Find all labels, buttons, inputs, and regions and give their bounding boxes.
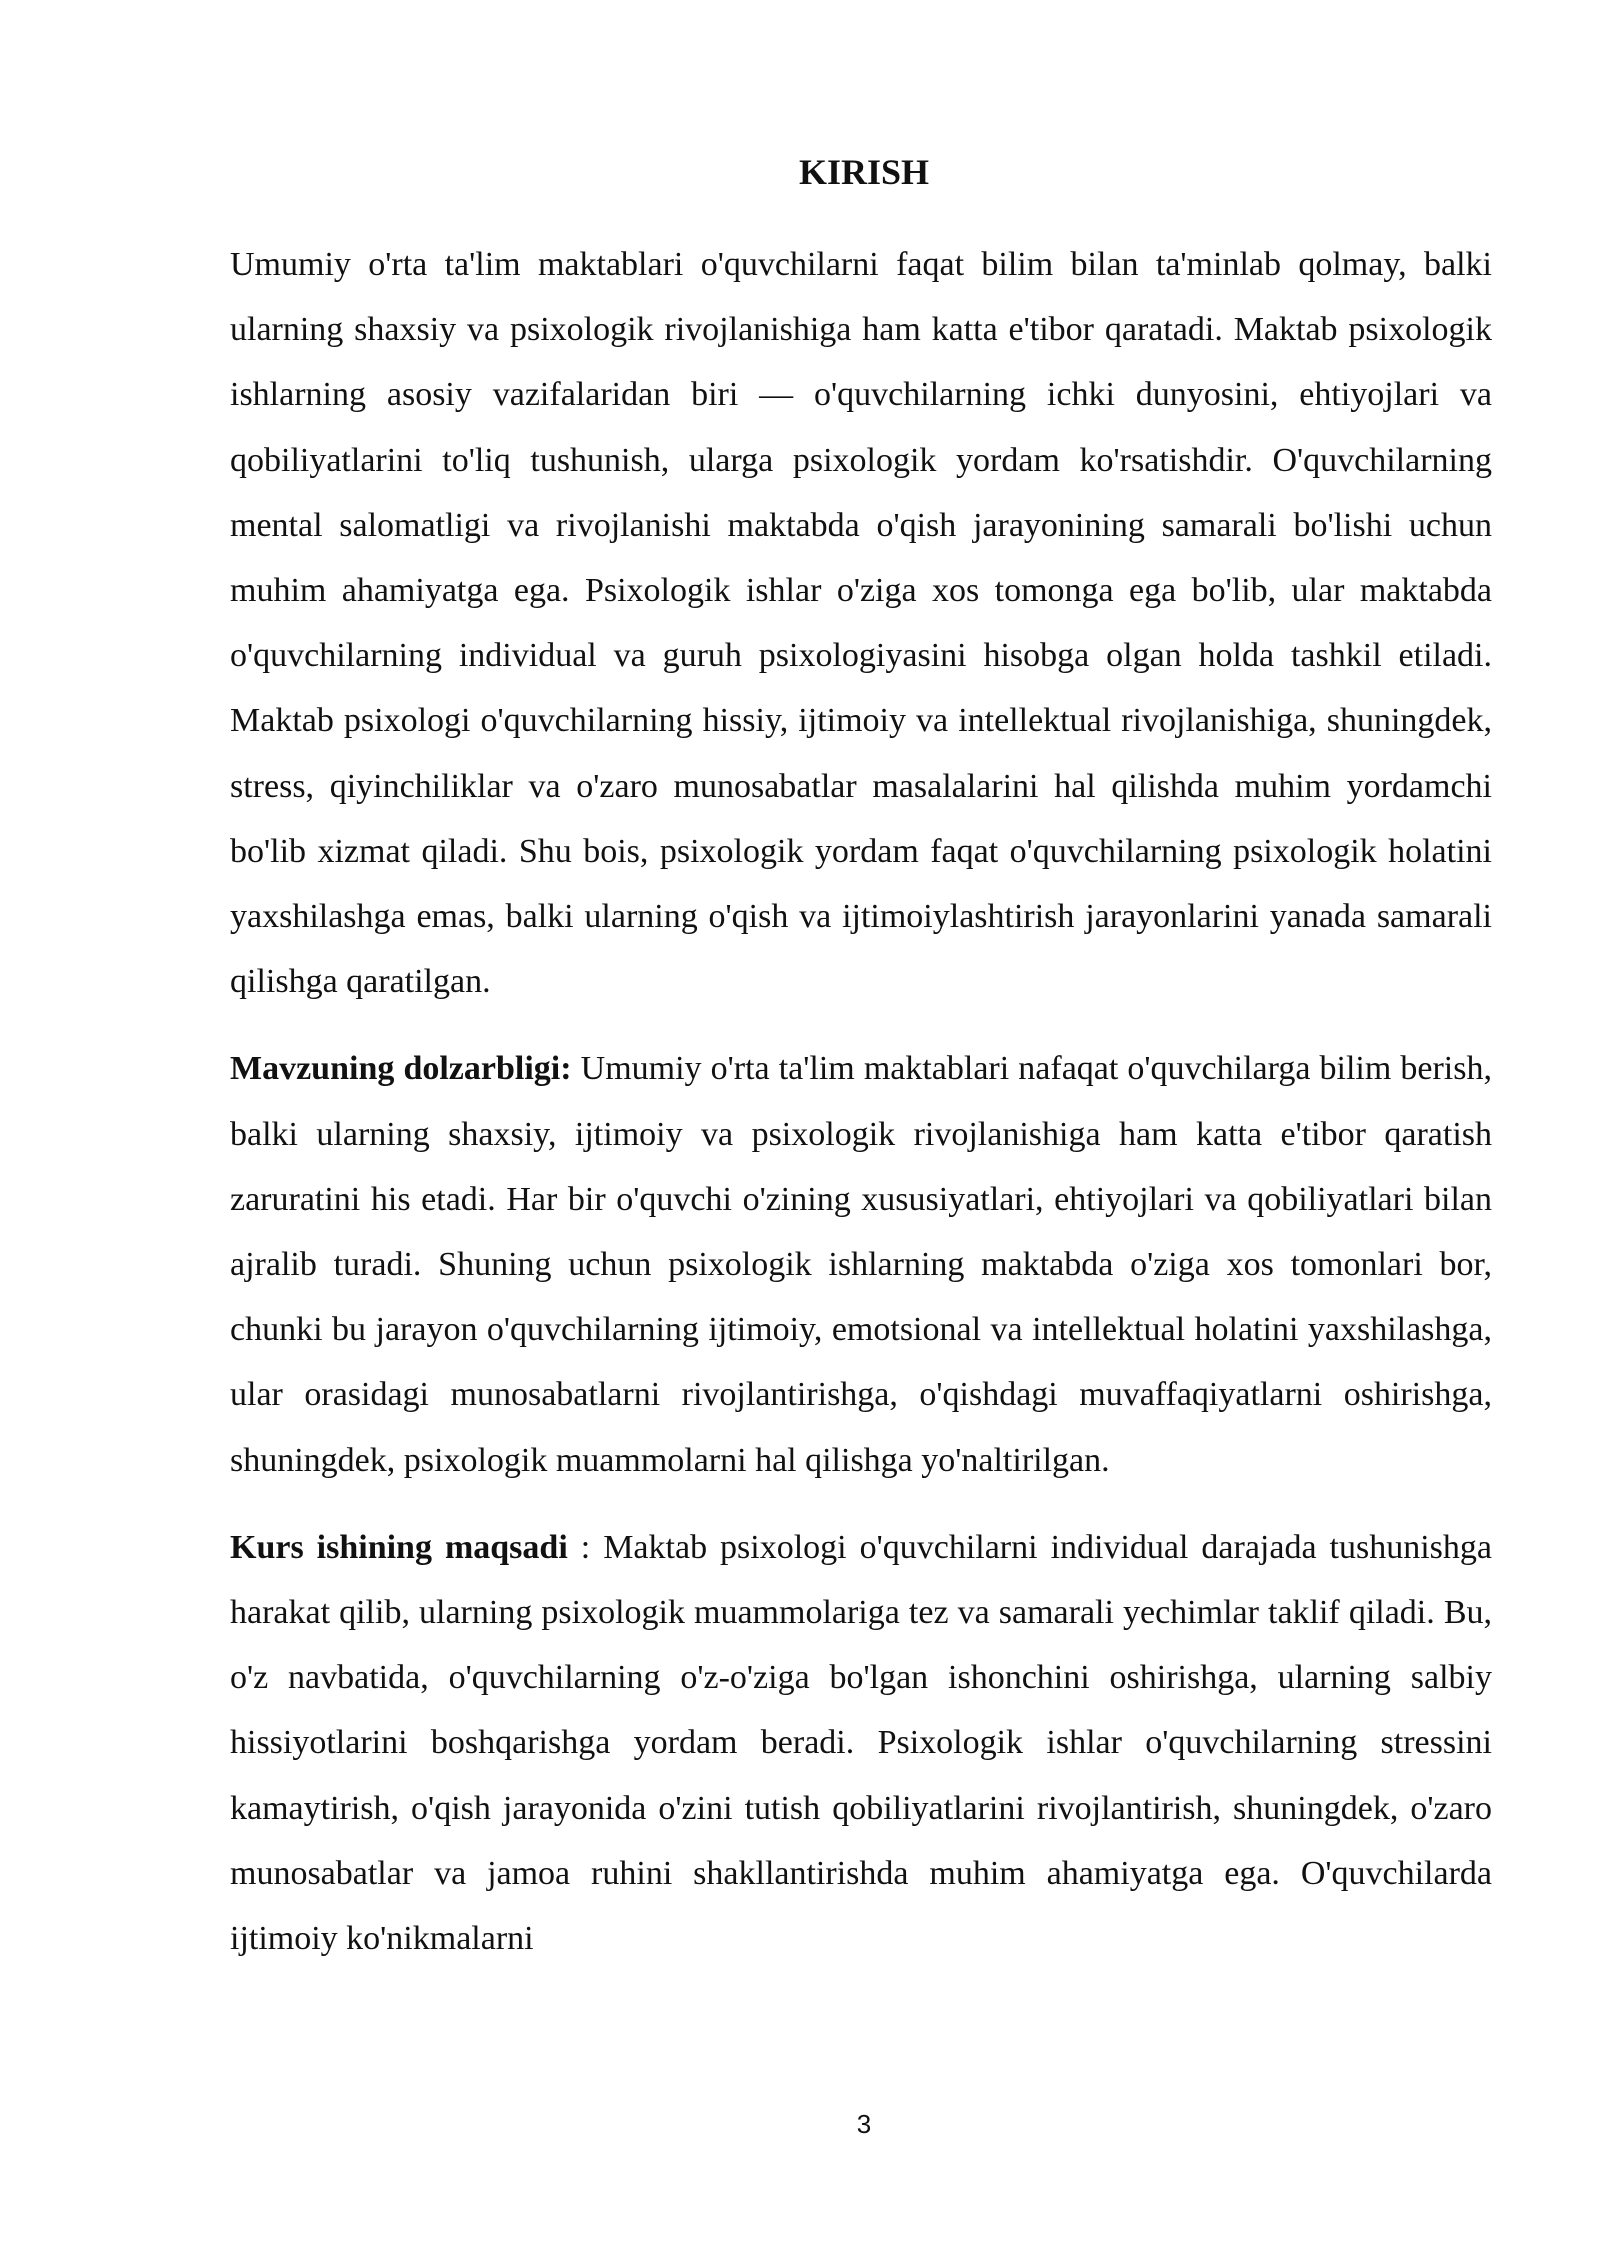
paragraph-lead-relevance: Mavzuning dolzarbligi: bbox=[230, 1050, 572, 1088]
paragraph-goal bbox=[230, 1515, 1492, 1971]
page-number: 3 bbox=[856, 2109, 872, 2139]
paragraph-relevance bbox=[230, 1036, 1492, 1492]
paragraph-text: Umumiy o'rta ta'lim maktablari o'quvchilarni faqat bilim bilan ta'minlab qolmay, balki ularning shaxsiy va psixologik rivojlanishiga ham katta e'tibor qaratadi. Maktab psixologik ishlarning asosiy vazifalaridan biri — o'quvchilarning ichki dunyosini, ehtiyojlari va qobiliyatlarini to'liq tushunish, ularga psixologik yordam ko'rsatishdir. O'quvchilarning mental salomatligi va rivojlanishi maktabda o'qish jarayonining samarali bo'lishi uchun muhim ahamiyatga ega. Psixologik ishlar o'ziga xos tomonga ega bo'lib, ular maktabda o'quvchilarning individual va guruh psixologiyasini hisobga olgan holda tashkil etiladi. Maktab psixologi o'quvchilarning hissiy, ijtimoiy va intellektual rivojlanishiga, shuningdek, stress, qiyinchiliklar va o'zaro munosabatlar masalalarini hal qilishda muhim yordamchi bo'lib xizmat qiladi. Shu bois, psixologik yordam faqat o'quvchilarning psixologik holatini yaxshilashga emas, balki ularning o'qish va ijtimoiylashtirish jarayonlarini yanada samarali qilishga qaratilgan. bbox=[230, 246, 1492, 1001]
paragraph-lead-goal: Kurs ishining maqsadi bbox=[230, 1528, 568, 1566]
paragraph-text: : Maktab psixologi o'quvchilarni individual darajada tushunishga harakat qilib, ularning psixologik muammolariga tez va samarali yechimlar taklif qiladi. Bu, o'z navbatida, o'quvchilarning o'z-o'ziga bo'lgan ishonchini oshirishga, ularning salbiy hissiyotlarini boshqarishga yordam beradi. Psixologik ishlar o'quvchilarning stressini kamaytirish, o'qish jarayonida o'zini tutish qobiliyatlarini rivojlantirish, shuningdek, o'zaro munosabatlar va jamoa ruhini shakllantirishda muhim ahamiyatga ega. O'quvchilarda ijtimoiy ko'nikmalarni bbox=[230, 1528, 1492, 1958]
paragraph-text: Umumiy o'rta ta'lim maktablari nafaqat o'quvchilarga bilim berish, balki ularning shaxsiy, ijtimoiy va psixologik rivojlanishiga ham katta e'tibor qaratish zaruratini his etadi. Har bir o'quvchi o'zining xususiyatlari, ehtiyojlari va qobiliyatlari bilan ajralib turadi. Shuning uchun psixologik ishlarning maktabda o'ziga xos tomonlari bor, chunki bu jarayon o'quvchilarning ijtimoiy, emotsional va intellektual holatini yaxshilashga, ular orasidagi munosabatlarni rivojlantirishga, o'qishdagi muvaffaqiyatlarni oshirishga, shuningdek, psixologik muammolarni hal qilishga yo'naltirilgan. bbox=[230, 1050, 1492, 1479]
paragraph-introduction bbox=[230, 232, 1492, 1014]
section-heading: KIRISH bbox=[798, 152, 930, 192]
body-text bbox=[230, 232, 1492, 1993]
